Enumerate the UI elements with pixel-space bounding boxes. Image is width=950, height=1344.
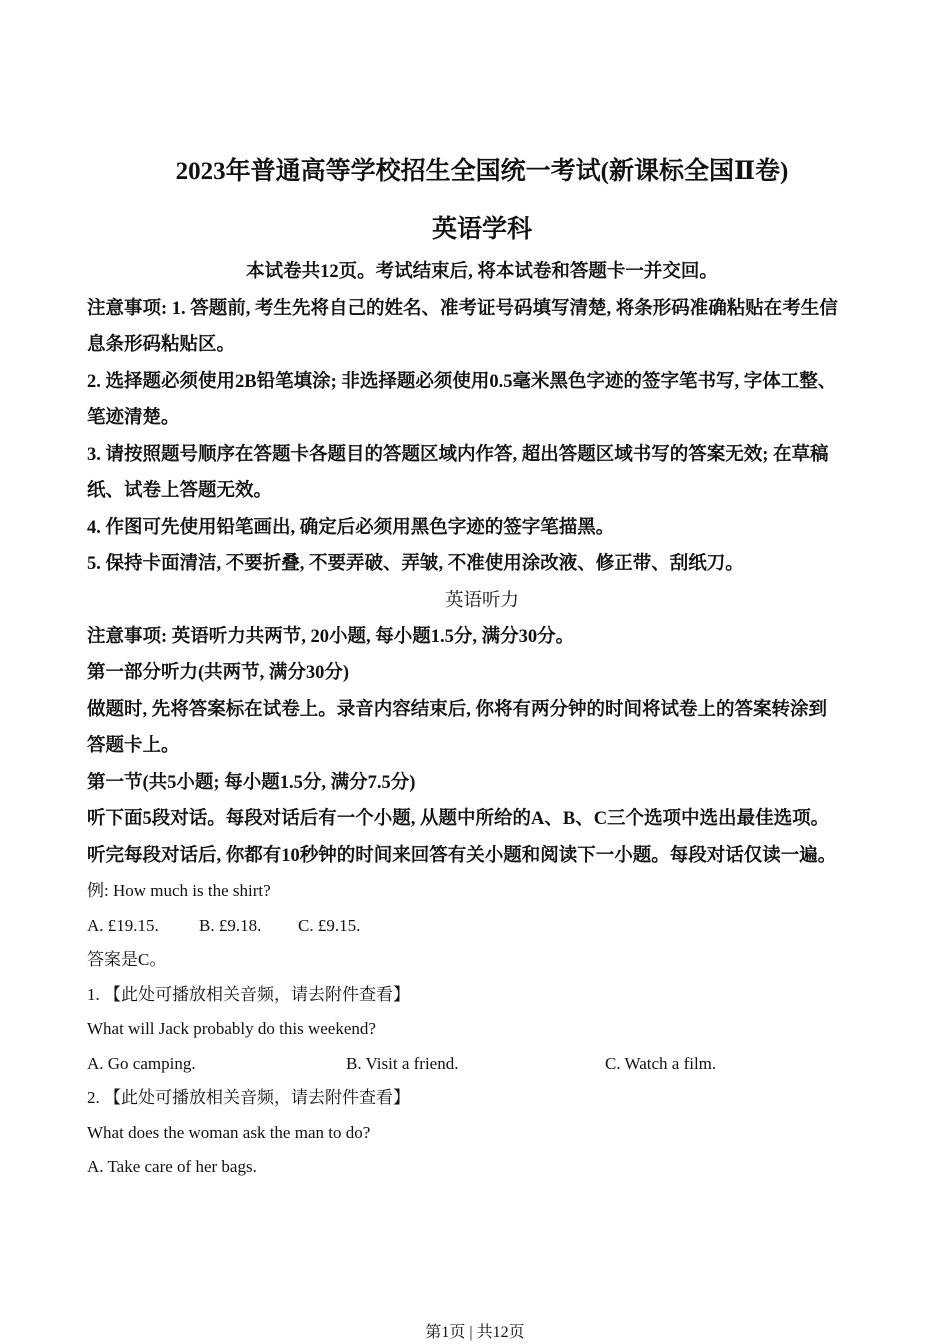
question-2-audio-note: 2. 【此处可播放相关音频，请去附件查看】 [87, 1088, 410, 1107]
listening-note: 注意事项: 英语听力共两节, 20小题, 每小题1.5分, 满分30分。 [87, 626, 575, 647]
note-line: 纸、试卷上答题无效。 [87, 481, 273, 501]
example-question: 例: How much is the shirt? [87, 881, 271, 900]
part1-instruction: 做题时, 先将答案标在试卷上。录音内容结束后, 你将有两分钟的时间将试卷上的答案转涂到 [87, 699, 828, 720]
note-line: 息条形码粘贴区。 [87, 335, 236, 355]
question-1-audio-note: 1. 【此处可播放相关音频，请去附件查看】 [87, 984, 410, 1004]
note-line: 2. 选择题必须使用2B铅笔填涂; 非选择题必须使用0.5毫米黑色字迹的签字笔书写, 字体工整、 [87, 371, 837, 392]
note-line: 笔迹清楚。 [87, 408, 180, 428]
listening-heading: 英语听力 [444, 590, 519, 611]
note-line: 注意事项: 1. 答题前, 考生先将自己的姓名、准考证号码填写清楚, 将条形码准确粘贴在考生信 [87, 298, 838, 319]
part1-heading: 第一部分听力(共两节, 满分30分) [87, 663, 350, 683]
section1-instruction: 听完每段对话后, 你都有10秒钟的时间来回答有关小题和阅读下一小题。每段对话仅读一遍。 [87, 845, 837, 866]
note-line: 5. 保持卡面清洁, 不要折叠, 不要弄破、弄皱, 不准使用涂改液、修正带、刮纸刀。 [87, 554, 744, 574]
question-1-options [87, 1047, 877, 1082]
example-options [87, 909, 877, 944]
question-1-option-b: B. Visit a friend. [346, 1053, 459, 1073]
example-answer: 答案是C。 [87, 950, 167, 969]
note-line: 4. 作图可先使用铅笔画出, 确定后必须用黑色字迹的签字笔描黑。 [87, 517, 615, 538]
page-footer: 第1页 | 共12页 [425, 1324, 525, 1341]
example-option-b: B. £9.18. [199, 915, 262, 935]
section1-instruction: 听下面5段对话。每段对话后有一个小题, 从题中所给的A、B、C三个选项中选出最佳选项。 [87, 809, 830, 829]
exam-intro: 本试卷共12页。考试结束后, 将本试卷和答题卡一并交回。 [246, 262, 718, 282]
question-2-text: What does the woman ask the man to do? [87, 1122, 371, 1142]
question-1-option-c: C. Watch a film. [605, 1053, 717, 1073]
example-option-c: C. £9.15. [298, 915, 361, 935]
page-content [87, 150, 877, 1185]
exam-notes [87, 291, 877, 583]
question-1-option-a: A. Go camping. [87, 1053, 196, 1073]
question-2-option-a: A. Take care of her bags. [87, 1157, 257, 1176]
note-line: 3. 请按照题号顺序在答题卡各题目的答题区域内作答, 超出答题区域书写的答案无效; 在草稿 [87, 444, 829, 465]
question-1-text: What will Jack probably do this weekend? [87, 1019, 376, 1038]
subject-title: 英语学科 [431, 216, 532, 243]
section1-heading: 第一节(共5小题; 每小题1.5分, 满分7.5分) [87, 772, 416, 793]
example-option-a: A. £19.15. [87, 915, 159, 935]
exam-title: 2023年普通高等学校招生全国统一考试(新课标全国Ⅱ卷) [175, 158, 789, 185]
part1-instruction: 答题卡上。 [87, 736, 180, 756]
